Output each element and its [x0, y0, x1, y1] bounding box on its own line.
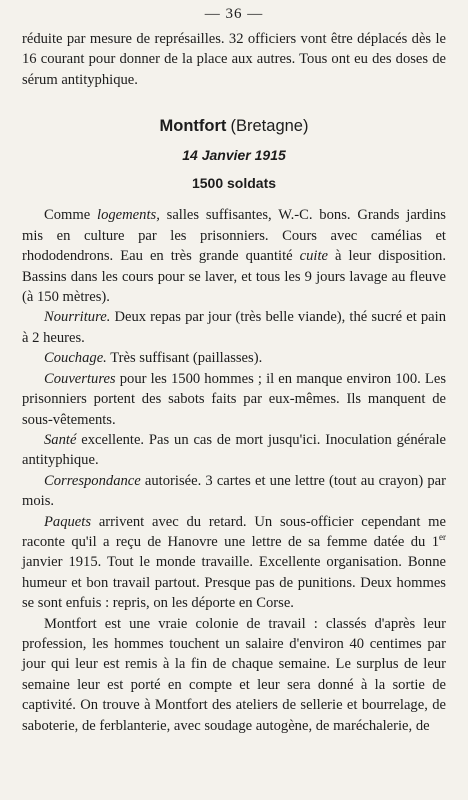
sante-text: excellente. Pas un cas de mort jusqu'ici. Inoculation générale antityphique.: [22, 431, 446, 469]
couchage-label: Couchage.: [44, 350, 107, 367]
paragraph-logements: [22, 205, 446, 307]
logements-text-2: à leur disposition. Bassins dans les cours pour se laver, et tous les 9 jours lavage au fleuve (à 150 mètres).: [22, 248, 446, 306]
intro-paragraph: réduite par mesure de représailles. 32 officiers vont être déplacés dès le 16 courant pour donner de la place aux autres. Tous ont eu des doses de sérum antityphique.: [22, 31, 446, 88]
document-body: [22, 29, 446, 736]
logements-emphasis: cuite: [299, 248, 329, 265]
couchage-text: Très suffisant (paillasses).: [106, 350, 263, 367]
logements-label: logements,: [97, 207, 160, 224]
page-number: — 36 —: [204, 6, 264, 22]
couvertures-text: pour les 1500 hommes ; il en manque environ 100. Les prisonniers portent des sabots faits par eux-mêmes. Ils manquent de sous-vêtements.: [22, 370, 446, 428]
paragraph-couchage: [22, 348, 446, 368]
sante-label: Santé: [44, 431, 77, 448]
section-region: (Bretagne): [230, 117, 309, 136]
paragraph-paquets: [22, 512, 446, 614]
paquets-label: Paquets: [44, 513, 92, 530]
nourriture-text: Deux repas par jour (très belle viande), thé sucré et pain à 2 heures.: [22, 309, 446, 346]
paragraph-colonie: Montfort est une vraie colonie de travail : classés d'après leur profession, les hommes touchent un salaire d'environ 40 centimes par jour qui leur est remis à la fin de chaque semaine. Le surplus de leur semaine leur est porté en compte et leur sera donné à la sortie de captivité. On trouve à Montfort des ateliers de sellerie et bourrelage, de saboterie, de ferblanterie, avec soudage autogène, de maréchalerie, de: [22, 615, 446, 734]
paragraph-sante: [22, 430, 446, 471]
paragraph-couvertures: [22, 369, 446, 430]
section-count: 1500 soldats: [191, 175, 277, 192]
couvertures-label: Couvertures: [44, 370, 116, 387]
correspondance-text: autorisée. 3 cartes et une lettre (tout au crayon) par mois.: [22, 472, 446, 510]
section-date: 14 Janvier 1915: [182, 146, 286, 163]
paragraph-correspondance: [22, 471, 446, 512]
section-place: Montfort: [159, 117, 227, 136]
correspondance-label: Correspondance: [44, 472, 141, 489]
paquets-text-2: janvier 1915. Tout le monde travaille. Excellente organisation. Bonne humeur et bon travail partout. Presque pas de punitions. Deux hommes se sont enfuis : repris, on les déporte en Corse.: [22, 554, 446, 612]
logements-pre: Comme: [44, 207, 98, 224]
nourriture-label: Nourriture.: [44, 309, 111, 326]
paquets-superscript: er: [439, 532, 446, 543]
paquets-text: arrivent avec du retard. Un sous-officier cependant me raconte qu'il a reçu de Hanovre une lettre de sa femme datée du 1: [22, 513, 446, 550]
paragraph-nourriture: [22, 307, 446, 348]
logements-text: salles suffisantes, W.-C. bons. Grands jardins mis en culture par les prisonniers. Cours avec camélias et rhododendrons. Eau en très grande quantité: [22, 207, 446, 265]
section-heading: [22, 116, 446, 136]
